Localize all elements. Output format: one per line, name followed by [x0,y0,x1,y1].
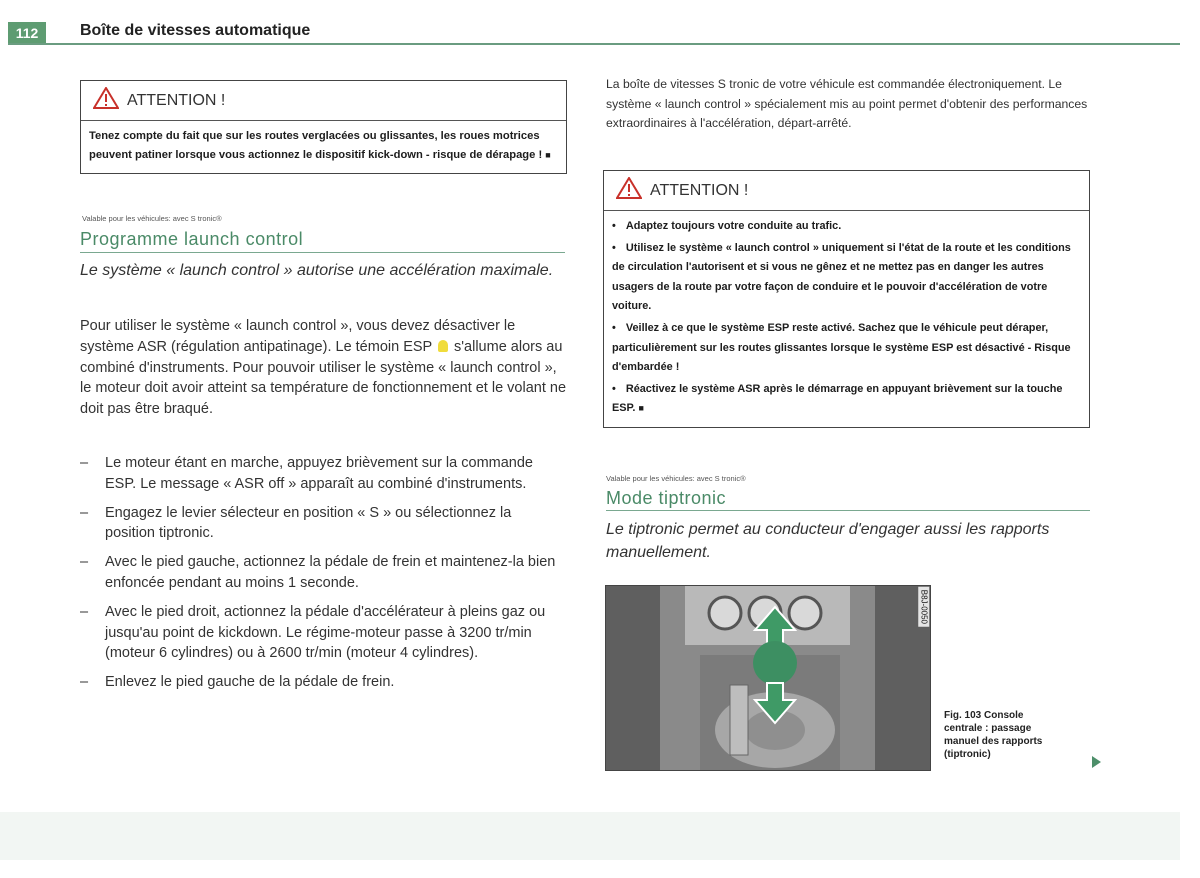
esp-warning-lamp-icon [438,340,448,352]
caption-line: (tiptronic) [944,749,991,760]
warning-title: ATTENTION ! [127,91,226,109]
step-text: Avec le pied droit, actionnez la pédale d'accélérateur à pleins gaz ou jusqu'au point de kickdown. Le régime-moteur passe à 3200 tr/min (moteur 6 cylindres) ou à 2600 tr/min (moteur 4 cylindres). [105,603,546,662]
step-text: Engagez le levier sélecteur en position « S » ou sélectionnez la position tiptronic. [105,504,512,542]
list-item [612,217,1081,237]
step-text: Le moteur étant en marche, appuyez brièvement sur la commande ESP. Le message « ASR off » apparaît au combiné d'instruments. [105,455,533,492]
end-square-icon: ■ [638,403,644,414]
header-divider [8,43,1180,45]
section-title-tiptronic: Mode tiptronic [606,488,727,508]
lead-paragraph: Le tiptronic permet au conducteur d'engager aussi les rapports manuellement. [606,521,1050,561]
bullet-dot: • [612,321,616,334]
caption-line: centrale : passage [944,723,1032,734]
warning-body [81,121,566,173]
lead-paragraph: Le système « launch control » autorise une accélération maximale. [80,262,554,279]
right-intro-paragraph: La boîte de vitesses S tronic de votre véhicule est commandée électroniquement. Le système « launch control » spécialement mis au point permet d'obtenir des performances extraordinaires à l'accélération, départ-arrêté. [606,77,1088,130]
continue-arrow-icon [1092,756,1101,768]
figure-code: B8J-0050 [918,587,929,627]
step-text: Avec le pied gauche, actionnez la pédale de frein et maintenez-la bien enfoncée pendant au moins 1 seconde. [105,554,556,591]
warning-header [81,81,566,121]
bullet-dot: • [612,220,616,232]
left-warning-box [80,80,567,174]
console-illustration [605,585,931,771]
dash-bullet: – [80,674,89,691]
figure-caption [944,709,1042,761]
bullet-dot: • [612,382,616,395]
warning-triangle-icon [616,177,642,204]
warning-item-text: Utilisez le système « launch control » uniquement si l'état de la route et les conditions de circulation l'autorisent et si vous ne gênez et ne mettez pas en danger les autres usagers de la route par votre façon de conduire et le pouvoir d'accélération de votre voiture. [612,241,1071,313]
intro-paragraph [80,316,568,420]
validity-note: Valable pour les véhicules: avec S tronic® [82,214,222,223]
list-item [612,239,1081,317]
list-item [612,380,1081,419]
right-warning-box [603,170,1090,428]
warning-body [604,211,1089,427]
list-item [80,552,565,594]
warning-item-text: Adaptez toujours votre conduite au trafic. [625,220,842,232]
warning-title: ATTENTION ! [650,181,749,199]
intro-text-part1: Pour utiliser le système « launch control », vous devez désactiver le système ASR (régulation antipatinage). Le témoin ESP [80,318,516,355]
warning-item-text: Veillez à ce que le système ESP reste activé. Sachez que le véhicule peut déraper, particulièrement sur les routes glissantes lorsque le système ESP est désactivé - Risque d'embardée ! [612,321,1071,374]
warning-header [604,171,1089,211]
list-item [80,503,565,545]
intro-text-part2: s'allume alors au combiné d'instruments. Pour pouvoir utiliser le système « launch control », le moteur doit avoir atteint sa température de fonctionnement et le volant ne doit pas être braqué. [80,338,567,418]
list-item [80,672,565,693]
page-bottom-band [0,812,1180,860]
bullet-dot: • [612,241,616,254]
caption-line: Fig. 103 Console [944,710,1024,721]
end-square-icon: ■ [545,150,551,160]
dash-bullet: – [80,554,89,571]
section-divider [606,510,1090,511]
chapter-title: Boîte de vitesses automatique [80,22,311,39]
section-divider [80,252,565,253]
section-title-launch-control: Programme launch control [80,229,304,249]
list-item [80,602,565,664]
page-number: 112 [8,22,46,44]
list-item [612,319,1081,378]
warning-triangle-icon [93,87,119,114]
gear-console-figure [605,585,931,771]
step-text: Enlevez le pied gauche de la pédale de frein. [105,674,395,691]
validity-note: Valable pour les véhicules: avec S tronic® [606,474,746,483]
caption-line: manuel des rapports [944,736,1043,747]
warning-text: Tenez compte du fait que sur les routes verglacées ou glissantes, les roues motrices peuvent patiner lorsque vous actionnez le dispositif kick-down - risque de dérapage ! [89,130,543,161]
warning-item-text: Réactivez le système ASR après le démarrage en appuyant brièvement sur la touche ESP. [612,382,1063,415]
dash-bullet: – [80,504,89,521]
dash-bullet: – [80,603,89,620]
list-item [80,453,565,495]
procedure-steps [80,453,565,701]
dash-bullet: – [80,455,89,471]
